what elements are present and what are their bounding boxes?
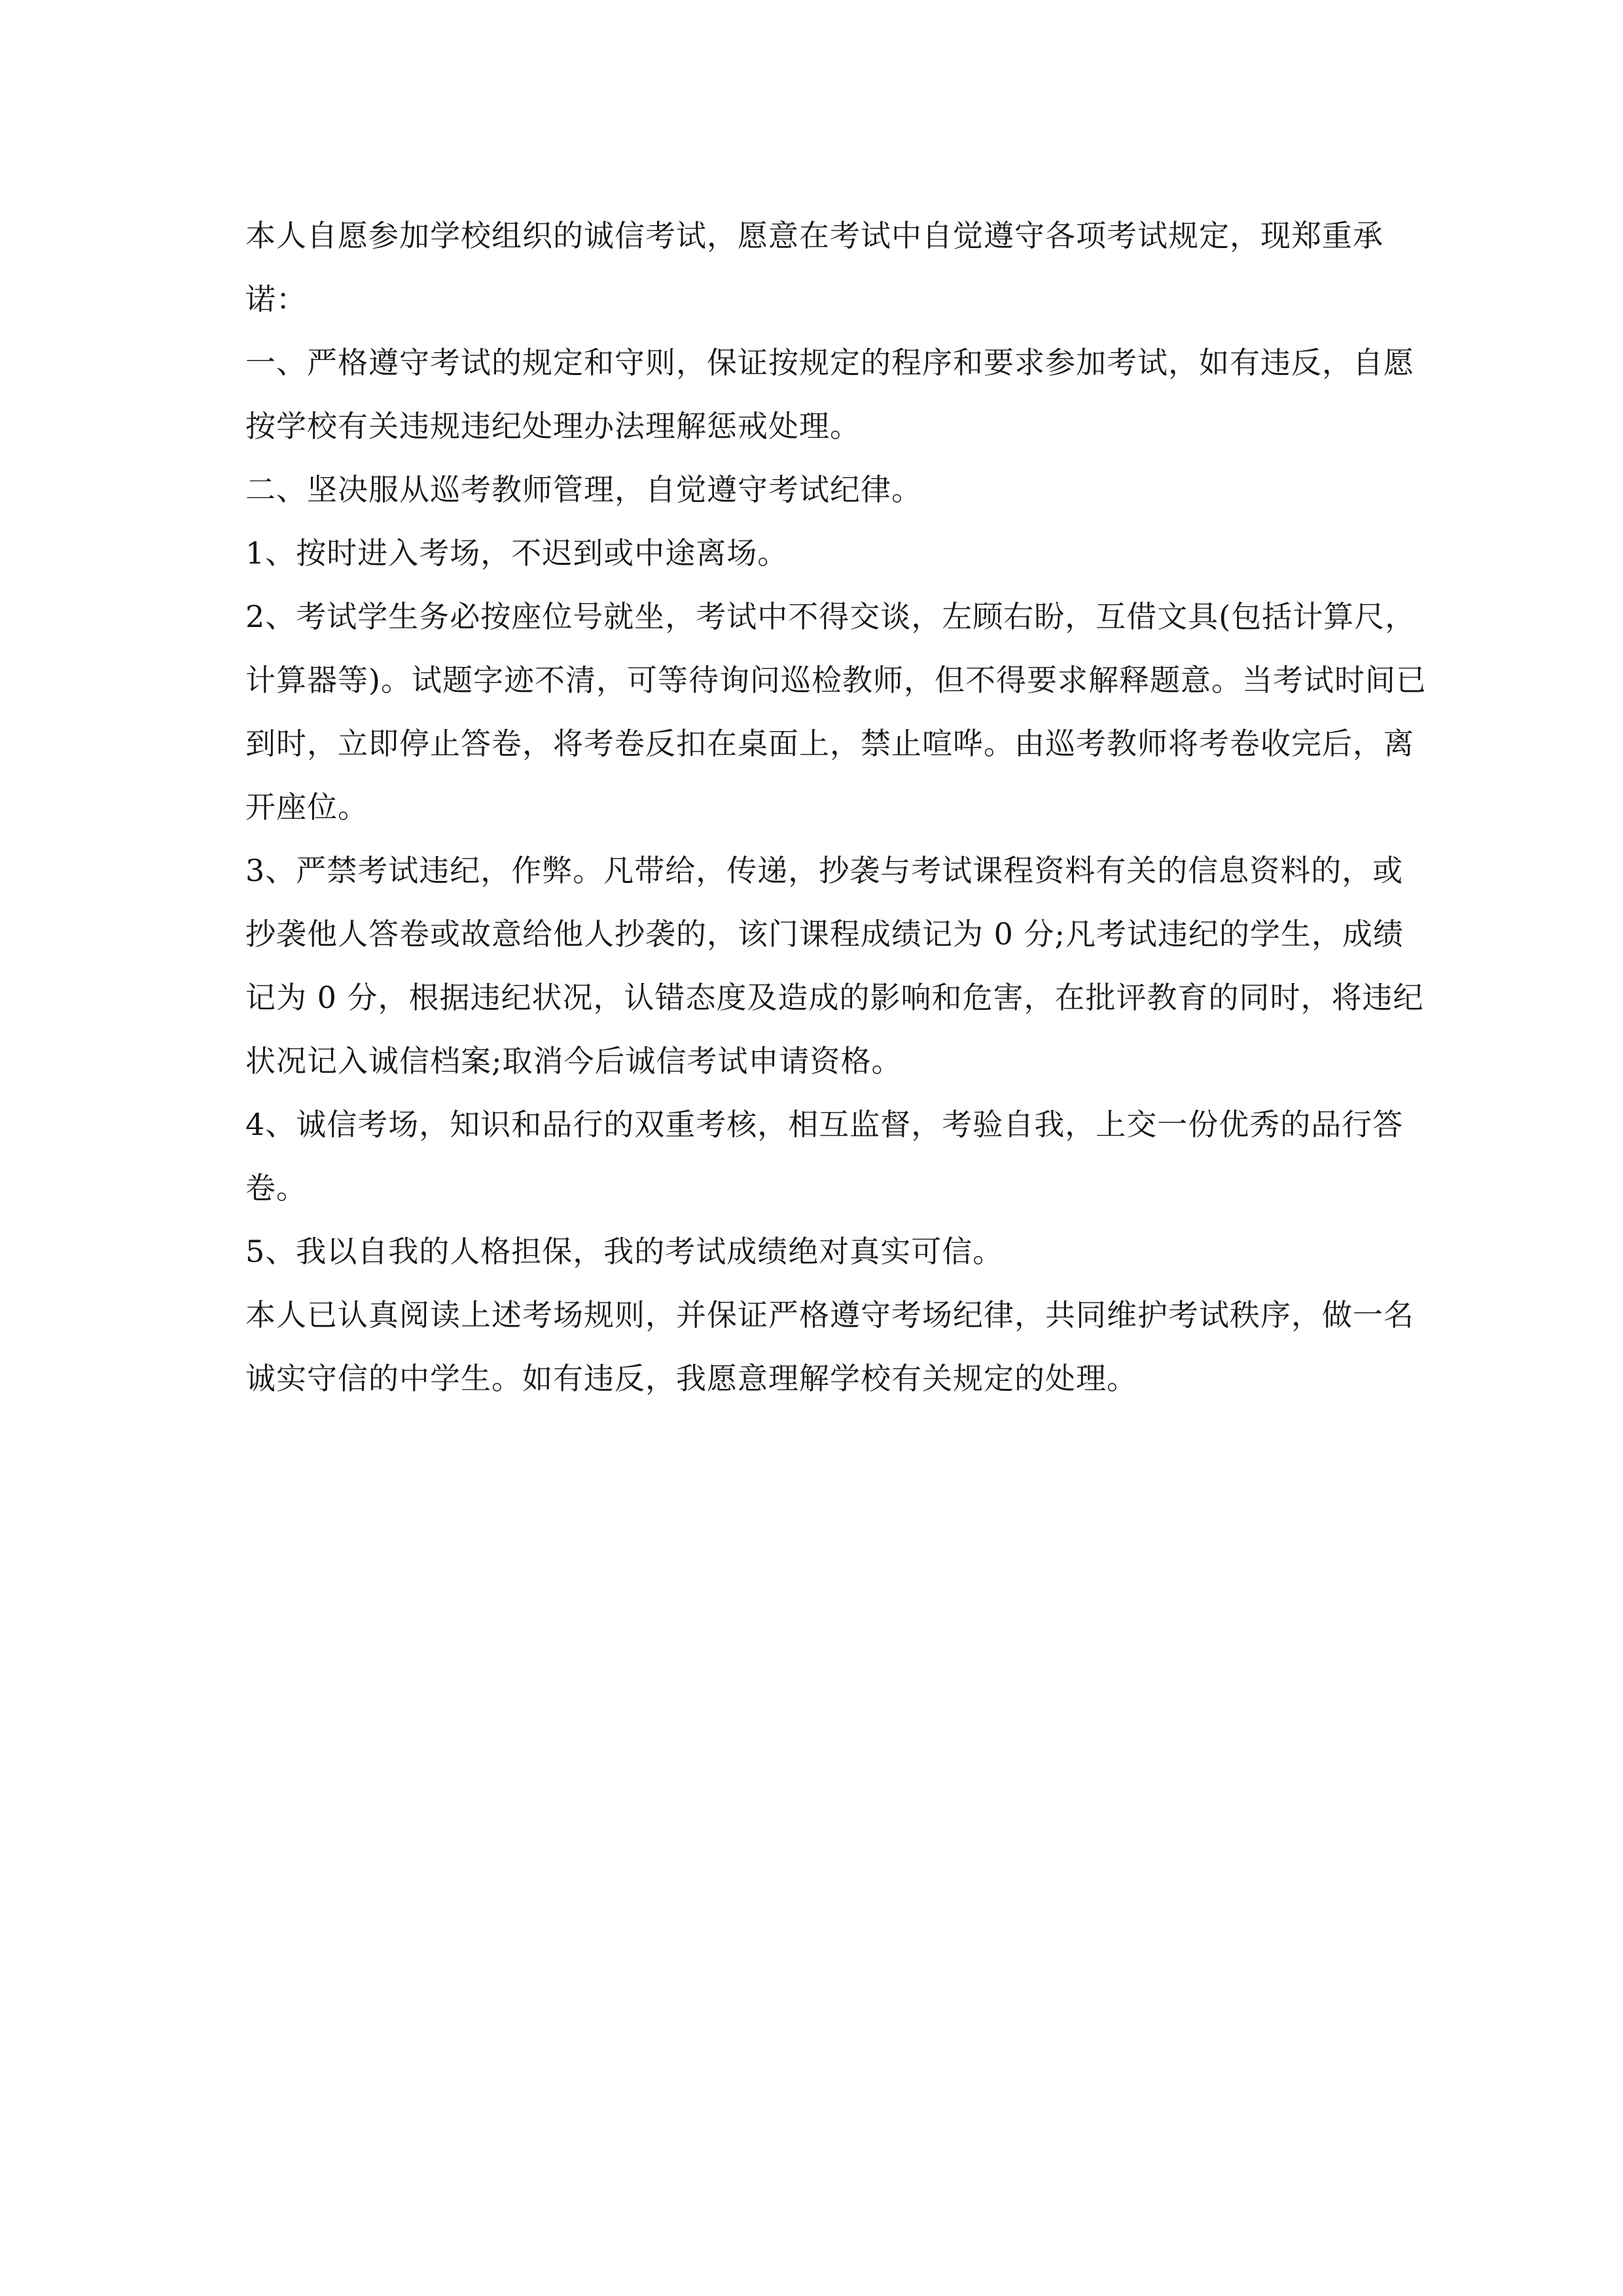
paragraph-item-two: 二、坚决服从巡考教师管理，自觉遵守考试纪律。: [245, 472, 922, 507]
document-body: [245, 204, 1430, 1410]
paragraph-closing: 本人已认真阅读上述考场规则，并保证严格遵守考场纪律，共同维护考试秩序，做一名诚实守信的中学生。如有违反，我愿意理解学校有关规定的处理。: [245, 1297, 1414, 1396]
paragraph-rule-1: 1、按时进入考场，不迟到或中途离场。: [245, 535, 789, 571]
paragraph-rule-4: 4、诚信考场，知识和品行的双重考核，相互监督，考验自我，上交一份优秀的品行答卷。: [245, 1107, 1404, 1206]
paragraph-rule-2: 2、考试学生务必按座位号就坐，考试中不得交谈，左顾右盼，互借文具(包括计算尺，计算器等)。试题字迹不清，可等待询问巡检教师，但不得要求解释题意。当考试时间已到时，立即停止答卷，将考卷反扣在桌面上，禁止喧哗。由巡考教师将考卷收完后，离开座位。: [245, 599, 1427, 825]
paragraph-rule-5: 5、我以自我的人格担保，我的考试成绩绝对真实可信。: [245, 1234, 1004, 1269]
paragraph-item-one: 一、严格遵守考试的规定和守则，保证按规定的程序和要求参加考试，如有违反，自愿按学校有关违规违纪处理办法理解惩戒处理。: [245, 345, 1414, 444]
paragraph-intro: 本人自愿参加学校组织的诚信考试，愿意在考试中自觉遵守各项考试规定，现郑重承诺：: [245, 218, 1383, 317]
paragraph-rule-3: 3、严禁考试违纪，作弊。凡带给，传递，抄袭与考试课程资料有关的信息资料的，或抄袭他人答卷或故意给他人抄袭的，该门课程成绩记为 0 分;凡考试违纪的学生，成绩记为 0 分，根据违纪状况，认错态度及造成的影响和危害，在批评教育的同时，将违纪状况记入诚信档案;取消今后诚信考试申请资格。: [245, 853, 1424, 1079]
